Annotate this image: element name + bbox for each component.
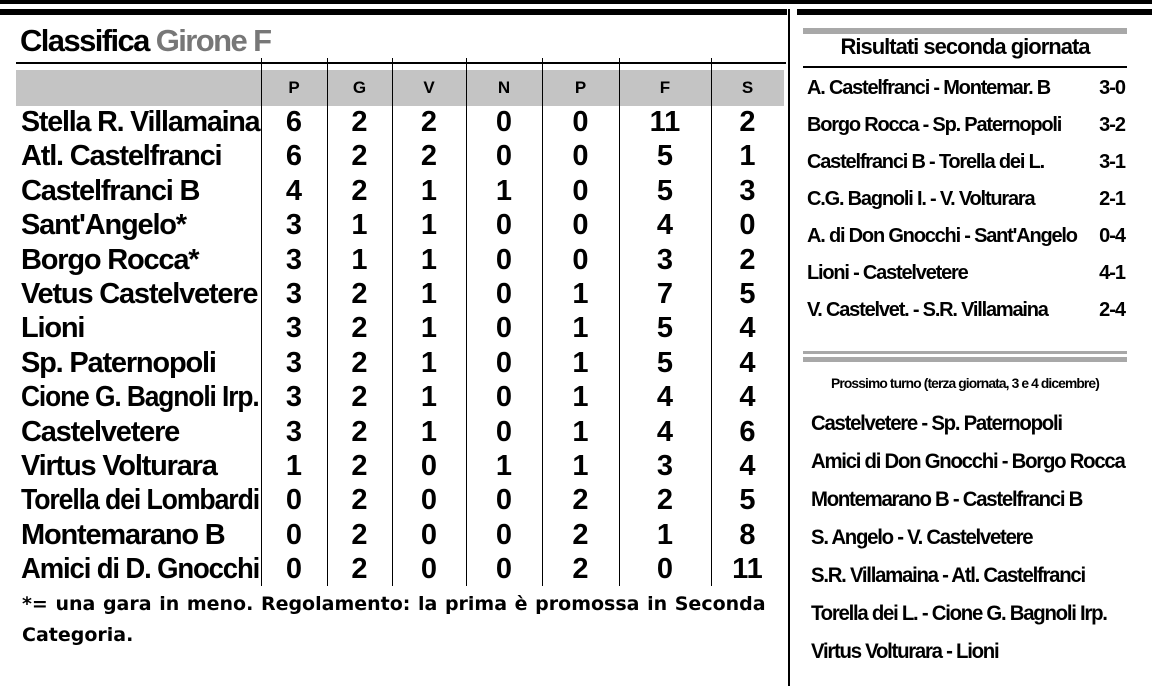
stat-pe: 2 bbox=[572, 553, 589, 586]
fixture-row: Amici di Don Gnocchi - Borgo Rocca bbox=[811, 450, 1125, 473]
stat-p: 3 bbox=[285, 209, 303, 242]
stat-s: 4 bbox=[739, 346, 756, 379]
stat-s: 2 bbox=[739, 243, 756, 276]
stat-f: 2 bbox=[656, 484, 674, 517]
results-rule-bottom bbox=[803, 66, 1127, 68]
team-name: Stella R. Villamaina bbox=[21, 106, 260, 138]
table-row bbox=[16, 139, 784, 173]
result-score: 4-1 bbox=[1099, 262, 1125, 284]
stat-f: 3 bbox=[656, 243, 674, 276]
stat-v: 1 bbox=[420, 415, 438, 448]
column-header: P bbox=[288, 78, 300, 97]
title-group: Girone F bbox=[155, 23, 271, 58]
stat-g: 2 bbox=[351, 415, 368, 448]
stat-n: 1 bbox=[495, 450, 513, 482]
table-row bbox=[16, 552, 784, 586]
column-divider bbox=[788, 9, 790, 686]
stat-f: 1 bbox=[656, 518, 674, 551]
stat-g: 1 bbox=[351, 243, 368, 276]
stat-v: 1 bbox=[420, 381, 438, 414]
stat-f: 4 bbox=[656, 381, 674, 414]
stat-n: 0 bbox=[495, 346, 513, 379]
stat-g: 2 bbox=[351, 518, 368, 551]
stat-f: 5 bbox=[656, 140, 674, 173]
stat-pe: 1 bbox=[572, 278, 589, 310]
fixture-row: Torella dei L. - Cione G. Bagnoli Irp. bbox=[811, 602, 1107, 625]
table-row bbox=[16, 311, 784, 345]
stat-p: 3 bbox=[285, 381, 303, 414]
stat-s: 4 bbox=[739, 381, 756, 414]
results-title: Risultati seconda giornata bbox=[840, 34, 1090, 59]
standings-title bbox=[20, 22, 270, 60]
stat-n: 0 bbox=[495, 553, 513, 586]
stat-n: 0 bbox=[495, 140, 513, 173]
table-row bbox=[16, 105, 784, 139]
stat-s: 3 bbox=[739, 174, 756, 207]
stat-n: 0 bbox=[495, 243, 513, 276]
table-row bbox=[16, 483, 784, 517]
stat-g: 2 bbox=[351, 346, 368, 379]
result-score: 3-0 bbox=[1099, 77, 1125, 99]
team-name: Virtus Volturara bbox=[21, 450, 217, 482]
stat-n: 1 bbox=[495, 174, 513, 207]
stat-g: 2 bbox=[351, 140, 368, 173]
next-round-rule-top bbox=[803, 351, 1127, 354]
result-match: V. Castelvet. - S.R. Villamaina bbox=[807, 299, 1048, 321]
stat-g: 1 bbox=[351, 209, 368, 242]
result-row bbox=[807, 70, 1125, 106]
table-row bbox=[16, 449, 784, 483]
title-main: Classifica bbox=[20, 23, 149, 58]
fixture-row: S. Angelo - V. Castelvetere bbox=[811, 526, 1033, 549]
stat-p: 3 bbox=[285, 312, 303, 345]
stat-s: 2 bbox=[739, 106, 756, 138]
table-row bbox=[16, 380, 784, 414]
stat-pe: 1 bbox=[572, 346, 589, 379]
stat-g: 2 bbox=[351, 484, 368, 517]
stat-f: 3 bbox=[656, 450, 674, 482]
stat-n: 0 bbox=[495, 106, 513, 138]
fixture-row: Castelvetere - Sp. Paternopoli bbox=[811, 412, 1062, 435]
team-name: Montemarano B bbox=[21, 518, 225, 551]
stat-g: 2 bbox=[351, 278, 368, 310]
stat-v: 0 bbox=[420, 450, 438, 482]
stat-p: 4 bbox=[285, 174, 303, 207]
stat-s: 5 bbox=[739, 278, 756, 310]
table-row bbox=[16, 415, 784, 449]
stat-g: 2 bbox=[351, 174, 368, 207]
stat-v: 1 bbox=[420, 278, 438, 310]
sidebar-panel bbox=[797, 0, 1152, 686]
stat-pe: 2 bbox=[572, 518, 589, 551]
result-score: 2-4 bbox=[1099, 299, 1125, 321]
stat-n: 0 bbox=[495, 312, 513, 345]
stat-n: 0 bbox=[495, 278, 513, 310]
column-header: V bbox=[423, 78, 435, 97]
team-name: Torella dei Lombardi bbox=[21, 484, 260, 517]
team-name: Sant'Angelo* bbox=[21, 209, 186, 242]
fixture-row: Virtus Volturara - Lioni bbox=[811, 640, 999, 663]
table-row bbox=[16, 346, 784, 380]
result-score: 2-1 bbox=[1099, 188, 1125, 210]
result-match: Borgo Rocca - Sp. Paternopoli bbox=[807, 114, 1062, 136]
stat-p: 6 bbox=[285, 140, 303, 173]
stat-s: 0 bbox=[739, 209, 756, 242]
fixture-row: Montemarano B - Castelfranci B bbox=[811, 488, 1083, 511]
stat-v: 2 bbox=[420, 106, 438, 138]
stat-f: 7 bbox=[656, 278, 674, 310]
stat-f: 5 bbox=[656, 346, 674, 379]
table-row bbox=[16, 208, 784, 242]
stat-p: 6 bbox=[285, 106, 303, 138]
team-name: Castelfranci B bbox=[21, 174, 200, 207]
fixture-row: S.R. Villamaina - Atl. Castelfranci bbox=[811, 564, 1085, 587]
stat-p: 0 bbox=[285, 484, 303, 517]
team-name: Castelvetere bbox=[21, 415, 180, 448]
stat-p: 1 bbox=[285, 450, 303, 482]
stat-pe: 1 bbox=[572, 450, 589, 482]
stat-s: 4 bbox=[739, 450, 756, 482]
team-name: Amici di D. Gnocchi bbox=[21, 553, 260, 586]
result-score: 0-4 bbox=[1099, 225, 1125, 247]
stat-p: 3 bbox=[285, 346, 303, 379]
stat-s: 8 bbox=[739, 518, 756, 551]
result-row bbox=[807, 255, 1125, 291]
result-match: Lioni - Castelvetere bbox=[807, 262, 968, 284]
stat-g: 2 bbox=[351, 106, 368, 138]
stat-n: 0 bbox=[495, 209, 513, 242]
column-header: G bbox=[352, 78, 367, 97]
stat-pe: 1 bbox=[572, 415, 589, 448]
result-score: 3-2 bbox=[1099, 114, 1125, 136]
standings-table bbox=[16, 70, 784, 586]
stat-n: 0 bbox=[495, 518, 513, 551]
stat-g: 2 bbox=[351, 381, 368, 414]
stat-g: 2 bbox=[351, 450, 368, 482]
table-row bbox=[16, 518, 784, 552]
stat-s: 6 bbox=[739, 415, 756, 448]
stat-s: 5 bbox=[739, 484, 756, 517]
stat-v: 1 bbox=[420, 174, 438, 207]
stat-v: 1 bbox=[420, 209, 438, 242]
result-score: 3-1 bbox=[1099, 151, 1125, 173]
column-header: P bbox=[574, 78, 587, 97]
result-match: A. di Don Gnocchi - Sant'Angelo bbox=[807, 225, 1077, 247]
table-row bbox=[16, 243, 784, 277]
stat-pe: 0 bbox=[572, 174, 589, 207]
stat-f: 5 bbox=[656, 174, 674, 207]
result-row bbox=[807, 107, 1125, 143]
stat-p: 0 bbox=[285, 553, 303, 586]
stat-pe: 0 bbox=[572, 209, 589, 242]
result-row bbox=[807, 181, 1125, 217]
team-name: Sp. Paternopoli bbox=[21, 346, 216, 379]
next-round-rule-bottom bbox=[803, 357, 1127, 362]
result-match: C.G. Bagnoli I. - V. Volturara bbox=[807, 188, 1035, 210]
result-match: A. Castelfranci - Montemar. B bbox=[807, 77, 1051, 99]
stat-pe: 1 bbox=[572, 312, 589, 345]
table-row bbox=[16, 277, 784, 311]
column-header: F bbox=[659, 78, 671, 97]
team-name: Vetus Castelvetere bbox=[21, 278, 258, 310]
stat-f: 4 bbox=[656, 415, 674, 448]
stat-s: 1 bbox=[739, 140, 756, 173]
stat-v: 2 bbox=[420, 140, 438, 173]
result-row bbox=[807, 218, 1125, 254]
stat-s: 4 bbox=[739, 312, 756, 345]
next-round-title: Prossimo turno (terza giornata, 3 e 4 dicembre) bbox=[831, 375, 1099, 391]
stat-f: 4 bbox=[656, 209, 674, 242]
stat-v: 0 bbox=[420, 553, 438, 586]
team-name: Lioni bbox=[21, 312, 85, 345]
stat-pe: 1 bbox=[572, 381, 589, 414]
stat-pe: 2 bbox=[572, 484, 589, 517]
team-name: Cione G. Bagnoli Irp. bbox=[21, 381, 259, 414]
stat-f: 5 bbox=[656, 312, 674, 345]
stat-v: 0 bbox=[420, 518, 438, 551]
stat-p: 3 bbox=[285, 243, 303, 276]
result-row bbox=[807, 144, 1125, 180]
stat-v: 1 bbox=[420, 346, 438, 379]
column-header: N bbox=[497, 78, 511, 97]
standings-footnote: *= una gara in meno. Regolamento: la prima è promossa in Seconda Categoria. bbox=[22, 593, 766, 646]
stat-n: 0 bbox=[495, 381, 513, 414]
stat-v: 1 bbox=[420, 312, 438, 345]
stat-pe: 0 bbox=[572, 140, 589, 173]
stat-pe: 0 bbox=[572, 243, 589, 276]
stat-p: 3 bbox=[285, 278, 303, 310]
stat-p: 3 bbox=[285, 415, 303, 448]
column-header: S bbox=[741, 78, 754, 97]
stat-f: 11 bbox=[649, 106, 681, 138]
stat-v: 1 bbox=[420, 243, 438, 276]
result-match: Castelfranci B - Torella dei L. bbox=[807, 151, 1044, 173]
stat-n: 0 bbox=[495, 484, 513, 517]
stat-f: 0 bbox=[656, 553, 674, 586]
team-name: Borgo Rocca* bbox=[21, 243, 199, 276]
stat-n: 0 bbox=[495, 415, 513, 448]
stat-g: 2 bbox=[351, 553, 368, 586]
stat-pe: 0 bbox=[572, 106, 589, 138]
stat-v: 0 bbox=[420, 484, 438, 517]
stat-p: 0 bbox=[285, 518, 303, 551]
stat-s: 11 bbox=[732, 553, 763, 586]
table-row bbox=[16, 174, 784, 208]
result-row bbox=[807, 292, 1125, 328]
team-name: Atl. Castelfranci bbox=[21, 140, 222, 173]
stat-g: 2 bbox=[351, 312, 368, 345]
